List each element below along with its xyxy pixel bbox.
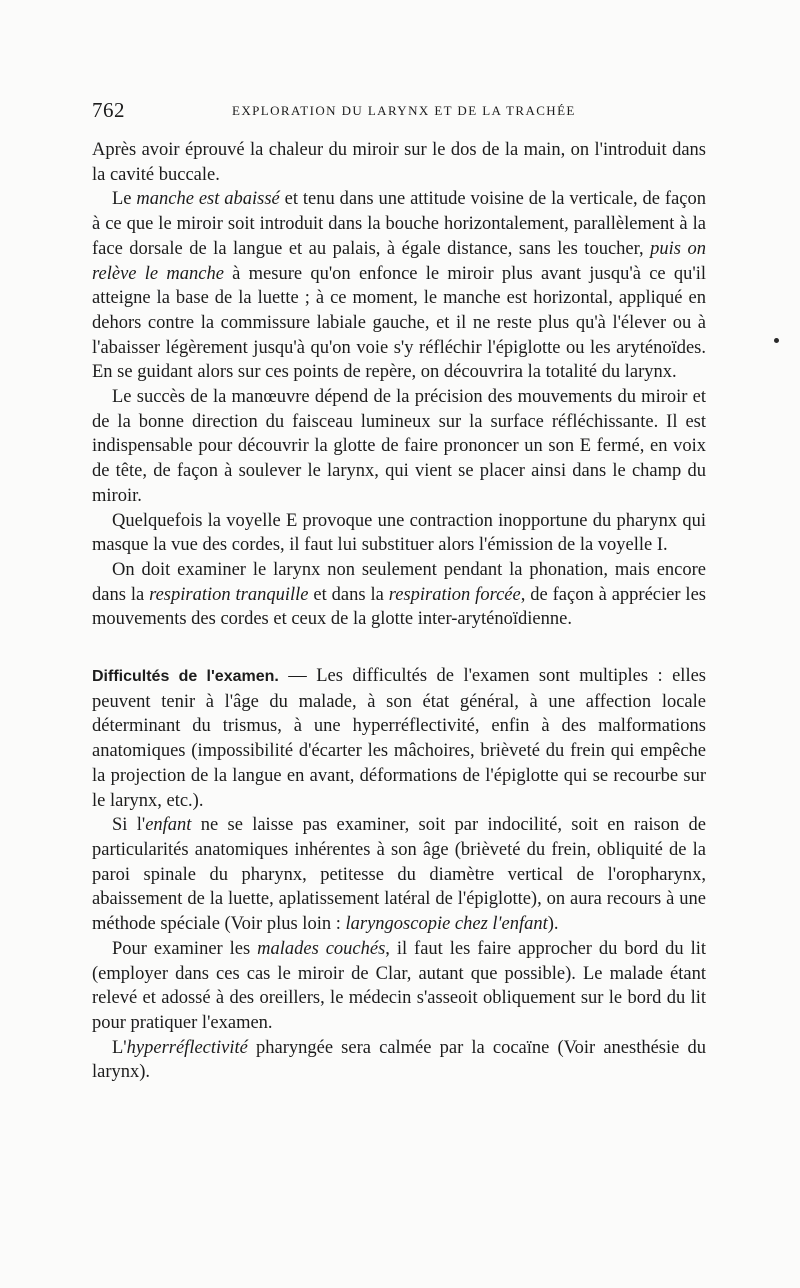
- italic-text: respiration forcée: [388, 584, 521, 605]
- paragraph-succes: [92, 385, 706, 509]
- paragraph-enfant: [92, 813, 706, 937]
- paragraph-respiration: [92, 558, 706, 632]
- text-run: Le succès de la manœuvre dépend de la précision des mouvements du miroir et de la bonne direction du faisceau lumineux sur la surface réfléchissante. Il est indispensable pour découvrir la glotte de faire prononcer un son E fermé, en voix de tête, de façon à soulever le larynx, qui vient se placer ainsi dans le champ du miroir.: [92, 387, 706, 506]
- body-text: [92, 138, 706, 1085]
- text-run: à mesure qu'on enfonce le miroir plus avant jusqu'à ce qu'il atteigne la base de la luette ; à ce moment, le manche est horizontal, appliqué en dehors contre la commissure labiale gauche, et il ne reste plus qu'à l'élever ou à l'abaisser légèrement jusqu'à qu'on voie s'y réfléchir l'épiglotte ou les aryténoïdes. En se guidant alors sur ces points de repère, on découvrira la totalité du larynx.: [92, 263, 706, 383]
- text-run: Quelquefois la voyelle E provoque une contraction inopportune du pharynx qui masque la vue des cordes, il faut lui substituer alors l'émission de la voyelle I.: [92, 510, 706, 556]
- running-head: [92, 98, 706, 124]
- text-run: , il faut les faire approcher du bord du lit (employer dans ces cas le miroir de Clar, autant que possible). Le malade étant relevé et adossé à des oreillers, le médecin s'asseoit obliquement sur le bord du lit pour pratiquer l'examen.: [92, 938, 706, 1033]
- italic-text: enfant: [145, 815, 192, 836]
- text-run: et tenu dans une attitude voisine de la verticale, de façon à ce que le miroir soit introduit dans la bouche horizontalement, parallèlement à la face dorsale de la langue et au palais, à égale distance, sans les toucher,: [92, 189, 706, 259]
- paragraph-malades-couches: [92, 937, 706, 1036]
- paragraph-intro: [92, 138, 706, 187]
- italic-text: malades couchés: [257, 938, 386, 959]
- text-run: pharyngée sera calmée par la cocaïne (Voir anesthésie du larynx).: [92, 1037, 706, 1083]
- text-run: L': [112, 1037, 127, 1058]
- running-title: EXPLORATION DU LARYNX ET DE LA TRACHÉE: [232, 103, 576, 118]
- paragraph-voyelle: [92, 509, 706, 558]
- page-number: 762: [92, 98, 125, 122]
- paragraph-manche: [92, 187, 706, 385]
- text-run: et dans la: [308, 584, 389, 605]
- text-run: Si l': [112, 815, 146, 836]
- text-run: Après avoir éprouvé la chaleur du miroir sur le dos de la main, on l'introduit dans la cavité buccale.: [92, 140, 706, 185]
- text-run: ).: [547, 914, 559, 935]
- italic-text: manche est abaissé: [136, 189, 280, 210]
- text-run: ne se laisse pas examiner, soit par indocilité, soit en raison de particularités anatomiques inhérentes à son âge (brièveté du frein, obliquité de la paroi spinale du pharynx, petitesse du diamètre vertical de l'oropharynx, abaissement de la luette, aplatissement latéral de l'épiglotte), on aura recours à une méthode spéciale (Voir plus loin :: [92, 815, 706, 935]
- text-run: Pour examiner les: [112, 938, 258, 959]
- paragraph-difficultes: [92, 664, 706, 813]
- italic-text: respiration tranquille: [149, 584, 309, 605]
- margin-mark: [774, 338, 779, 343]
- text-run: On doit examiner le larynx non seulement pendant la phonation, mais encore dans la: [92, 559, 706, 605]
- italic-text: laryngoscopie chez l'enfant: [345, 914, 548, 935]
- italic-text: hyperréflectivité: [126, 1037, 248, 1058]
- section-heading: Difficultés de l'examen.: [92, 668, 279, 686]
- italic-text: puis on relève le manche: [92, 238, 706, 284]
- text-run: Le: [112, 189, 137, 210]
- text-run: — Les difficultés de l'examen sont multiples : elles peuvent tenir à l'âge du malade, à son état général, à une affection locale déterminant du trismus, à une hyperréflectivité, enfin à des malformations anatomiques (impossibilité d'écarter les mâchoires, brièveté du frein qui empêche la projection de la langue en avant, déformations de l'épiglotte qui se recourbe sur le larynx, etc.).: [92, 666, 706, 811]
- paragraph-hyperreflectivite: [92, 1036, 706, 1085]
- text-run: , de façon à apprécier les mouvements des cordes et ceux de la glotte inter-aryténoïdienne.: [92, 584, 706, 630]
